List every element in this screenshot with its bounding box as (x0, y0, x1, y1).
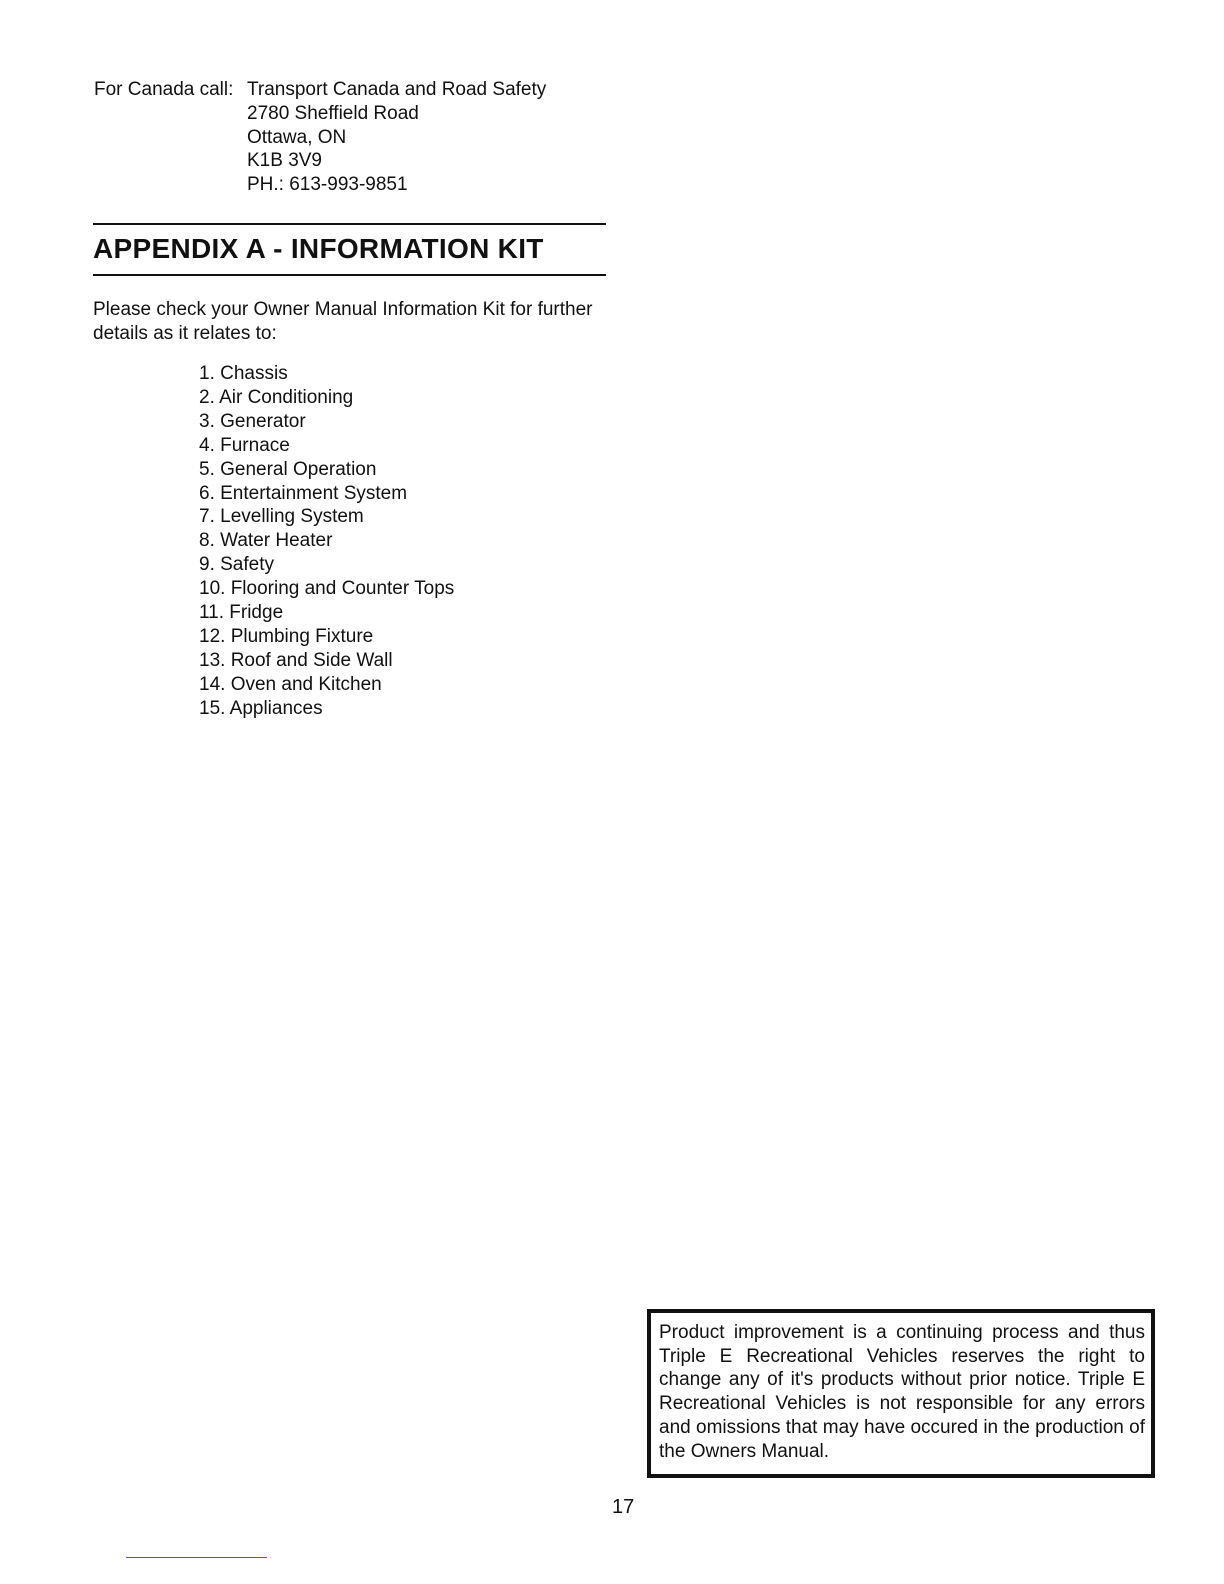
contact-line-phone: PH.: 613-993-9851 (247, 174, 408, 196)
contact-row (94, 173, 546, 197)
contact-line-city: Ottawa, ON (247, 126, 347, 148)
list-item: 15. Appliances (199, 697, 323, 719)
heading-top-rule (93, 223, 606, 225)
page-number: 17 (612, 1496, 635, 1518)
heading-bottom-rule (93, 274, 606, 276)
footer-line (126, 1557, 267, 1558)
list-item: 9. Safety (199, 554, 274, 576)
contact-row (94, 149, 546, 173)
list-item: 7. Levelling System (199, 506, 364, 528)
list-item: 6. Entertainment System (199, 482, 408, 504)
list-item: 2. Air Conditioning (199, 386, 354, 408)
list-item: 14. Oven and Kitchen (199, 673, 382, 695)
contact-line-street: 2780 Sheffield Road (247, 102, 419, 124)
product-improvement-notice: Product improvement is a continuing process and thus Triple E Recreational Vehicles reserves the right to change any of it's products without prior notice. Triple E Recreational Vehicles is not responsible for any errors and omissions that may have occured in the production of the Owners Manual. (647, 1309, 1155, 1478)
contact-row (94, 78, 546, 102)
list-item: 4. Furnace (199, 434, 290, 456)
contact-block (94, 78, 546, 197)
information-kit-list (199, 362, 454, 721)
list-item: 12. Plumbing Fixture (199, 625, 374, 647)
contact-row (94, 102, 546, 126)
list-item: 8. Water Heater (199, 530, 333, 552)
contact-label: For Canada call: (94, 79, 234, 100)
section-title: APPENDIX A - INFORMATION KIT (93, 233, 544, 264)
list-item: 10. Flooring and Counter Tops (199, 578, 455, 600)
list-item: 11. Fridge (199, 602, 284, 624)
contact-line-organization: Transport Canada and Road Safety (247, 79, 547, 100)
list-item: 1. Chassis (199, 363, 288, 384)
section-intro: Please check your Owner Manual Information Kit for further details as it relates to: (93, 299, 593, 344)
contact-line-postal-code: K1B 3V9 (247, 150, 322, 172)
list-item: 3. Generator (199, 410, 306, 432)
list-item: 13. Roof and Side Wall (199, 649, 393, 671)
list-item: 5. General Operation (199, 458, 377, 480)
contact-row (94, 126, 546, 150)
